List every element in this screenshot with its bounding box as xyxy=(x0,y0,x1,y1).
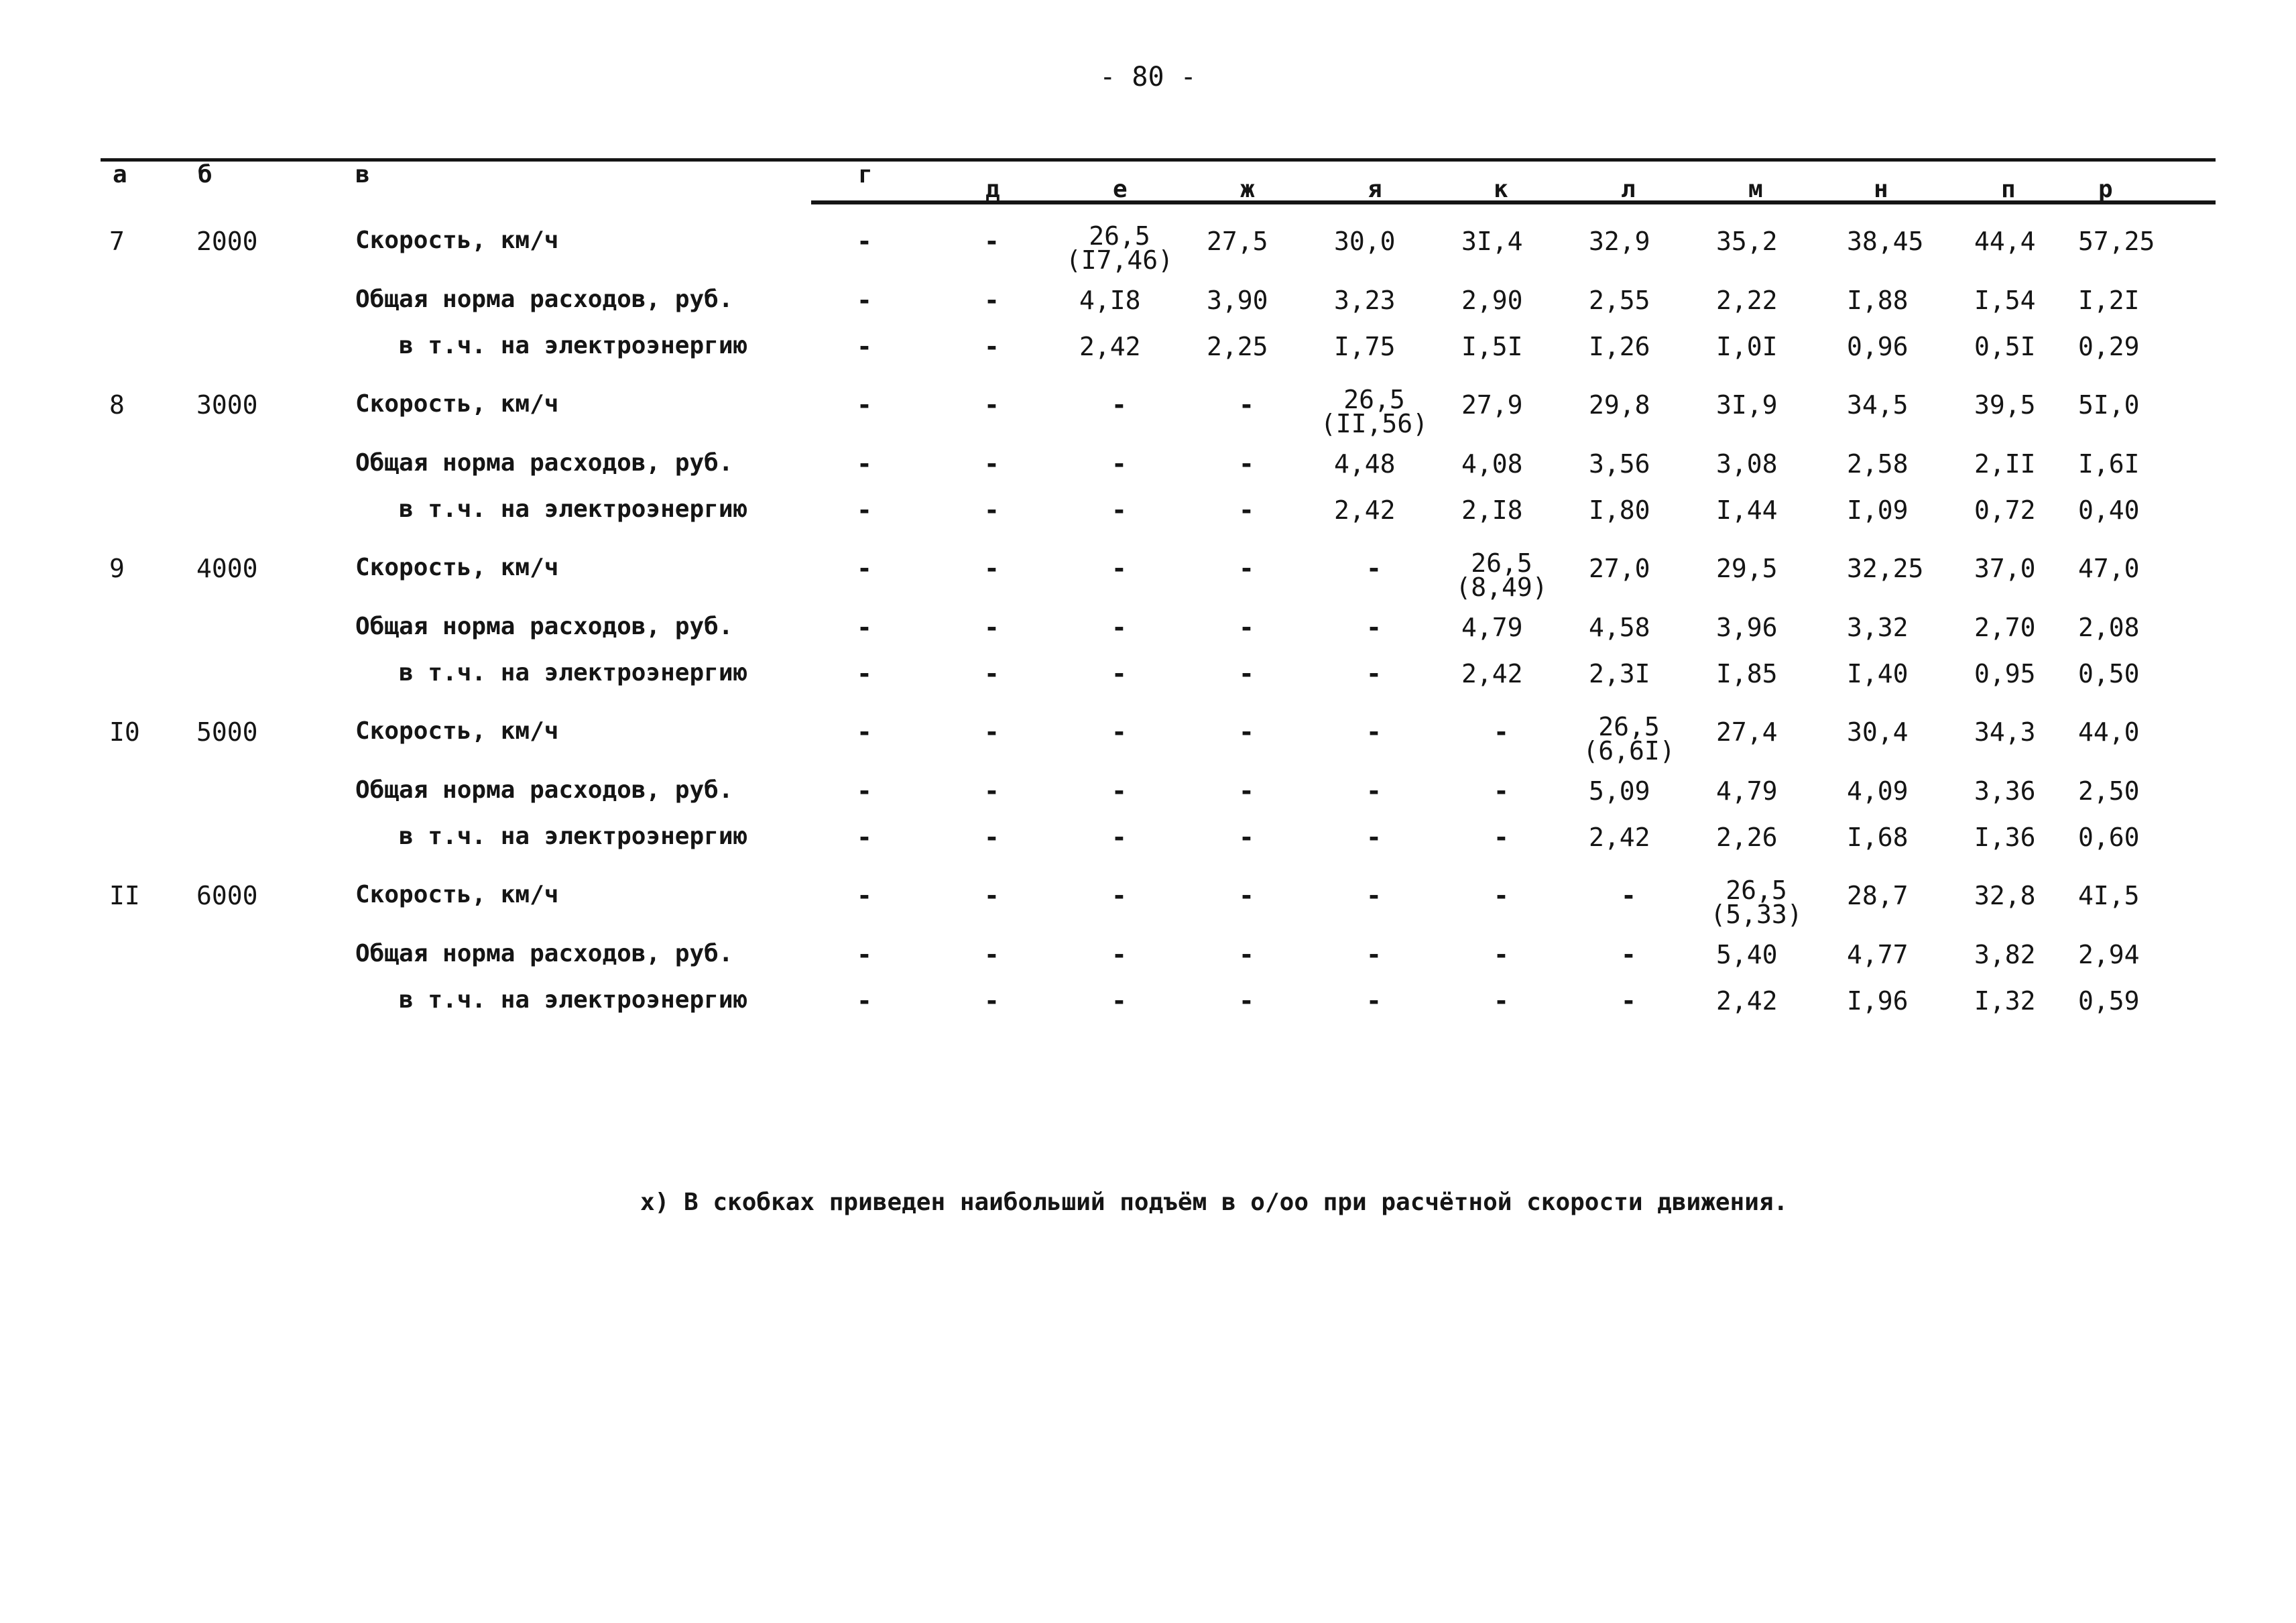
row-number: I0 xyxy=(109,717,140,747)
empty-cell-dash: - xyxy=(1366,881,1382,910)
empty-cell-dash: - xyxy=(1366,776,1382,806)
empty-cell-dash: - xyxy=(1111,986,1127,1016)
value-cell: I,68 xyxy=(1847,823,1909,852)
max-grade-value: (I7,46) xyxy=(1065,245,1174,275)
value-cell: 4,79 xyxy=(1461,613,1523,642)
column-header: в xyxy=(355,161,370,188)
row-number: 7 xyxy=(109,227,125,256)
value-cell: 4,58 xyxy=(1589,613,1650,642)
empty-cell-dash: - xyxy=(1366,659,1382,688)
empty-cell-dash: - xyxy=(1111,449,1127,479)
column-header: п xyxy=(2001,176,2016,203)
empty-cell-dash: - xyxy=(1621,986,1636,1016)
value-cell: 2,I8 xyxy=(1461,495,1523,525)
column-header: ж xyxy=(1240,176,1255,203)
max-grade-value: (6,6I) xyxy=(1583,736,1675,766)
value-cell: 2,50 xyxy=(2078,776,2140,806)
row-label: Скорость, км/ч xyxy=(355,390,559,418)
value-cell: 34,5 xyxy=(1847,390,1909,420)
row-label: Общая норма расходов, руб. xyxy=(355,776,733,804)
empty-cell-dash: - xyxy=(1239,613,1254,642)
value-cell: 2,08 xyxy=(2078,613,2140,642)
value-cell: I,6I xyxy=(2078,449,2140,479)
speed-value: 26,5 xyxy=(1598,712,1660,741)
value-cell: I,0I xyxy=(1716,332,1778,361)
row-label: Скорость, км/ч xyxy=(355,227,559,254)
empty-cell-dash: - xyxy=(984,776,1000,806)
empty-cell-dash: - xyxy=(984,449,1000,479)
speed-value: 26,5 xyxy=(1343,385,1405,414)
value-cell: 2,42 xyxy=(1461,659,1523,688)
table-top-rule xyxy=(101,158,2216,162)
value-cell: 3,90 xyxy=(1207,286,1268,315)
row-label: в т.ч. на электроэнергию xyxy=(399,659,748,686)
distance-value: 3000 xyxy=(196,390,258,420)
row-number: 8 xyxy=(109,390,125,420)
value-cell: 4,08 xyxy=(1461,449,1523,479)
column-header: г xyxy=(858,161,873,188)
value-cell: 2,22 xyxy=(1716,286,1778,315)
value-cell: 37,0 xyxy=(1974,554,2036,583)
value-cell: 2,25 xyxy=(1207,332,1268,361)
empty-cell-dash: - xyxy=(1239,881,1254,910)
empty-cell-dash: - xyxy=(1111,881,1127,910)
speed-with-grade-cell xyxy=(1683,876,1830,929)
value-cell: 34,3 xyxy=(1974,717,2036,747)
empty-cell-dash: - xyxy=(1239,940,1254,969)
value-cell: 3,82 xyxy=(1974,940,2036,969)
empty-cell-dash: - xyxy=(857,332,872,361)
empty-cell-dash: - xyxy=(984,940,1000,969)
empty-cell-dash: - xyxy=(857,823,872,852)
empty-cell-dash: - xyxy=(857,881,872,910)
row-label: в т.ч. на электроэнергию xyxy=(399,495,748,523)
value-cell: 4,09 xyxy=(1847,776,1909,806)
empty-cell-dash: - xyxy=(857,613,872,642)
empty-cell-dash: - xyxy=(1494,986,1509,1016)
distance-value: 5000 xyxy=(196,717,258,747)
value-cell: 0,29 xyxy=(2078,332,2140,361)
distance-value: 4000 xyxy=(196,554,258,583)
value-cell: 27,0 xyxy=(1589,554,1650,583)
distance-value: 6000 xyxy=(196,881,258,910)
empty-cell-dash: - xyxy=(1111,823,1127,852)
empty-cell-dash: - xyxy=(984,332,1000,361)
value-cell: 32,25 xyxy=(1847,554,1924,583)
column-header: е xyxy=(1113,176,1128,203)
value-cell: I,85 xyxy=(1716,659,1778,688)
empty-cell-dash: - xyxy=(1111,390,1127,420)
empty-cell-dash: - xyxy=(984,717,1000,747)
column-header: я xyxy=(1368,176,1382,203)
value-cell: 0,60 xyxy=(2078,823,2140,852)
value-cell: 44,0 xyxy=(2078,717,2140,747)
value-cell: 35,2 xyxy=(1716,227,1778,256)
value-cell: 3I,4 xyxy=(1461,227,1523,256)
value-cell: 3,08 xyxy=(1716,449,1778,479)
value-cell: I,36 xyxy=(1974,823,2036,852)
row-label: Скорость, км/ч xyxy=(355,881,559,908)
row-label: Скорость, км/ч xyxy=(355,717,559,745)
row-number: II xyxy=(109,881,140,910)
value-cell: 0,95 xyxy=(1974,659,2036,688)
empty-cell-dash: - xyxy=(1239,390,1254,420)
speed-with-grade-cell xyxy=(1555,712,1703,766)
empty-cell-dash: - xyxy=(1366,717,1382,747)
value-cell: 2,42 xyxy=(1079,332,1141,361)
empty-cell-dash: - xyxy=(1239,659,1254,688)
speed-with-grade-cell xyxy=(1046,221,1193,275)
value-cell: 2,58 xyxy=(1847,449,1909,479)
empty-cell-dash: - xyxy=(1366,940,1382,969)
value-cell: 27,9 xyxy=(1461,390,1523,420)
value-cell: 39,5 xyxy=(1974,390,2036,420)
column-header: р xyxy=(2098,176,2113,203)
empty-cell-dash: - xyxy=(984,390,1000,420)
empty-cell-dash: - xyxy=(1621,940,1636,969)
empty-cell-dash: - xyxy=(984,495,1000,525)
value-cell: 0,59 xyxy=(2078,986,2140,1016)
value-cell: 4,79 xyxy=(1716,776,1778,806)
row-label: Общая норма расходов, руб. xyxy=(355,286,733,313)
column-header: л xyxy=(1621,176,1636,203)
empty-cell-dash: - xyxy=(1494,940,1509,969)
value-cell: 5I,0 xyxy=(2078,390,2140,420)
value-cell: I,5I xyxy=(1461,332,1523,361)
value-cell: 47,0 xyxy=(2078,554,2140,583)
value-cell: 0,50 xyxy=(2078,659,2140,688)
column-header: н xyxy=(1874,176,1888,203)
value-cell: 2,42 xyxy=(1589,823,1650,852)
value-cell: I,80 xyxy=(1589,495,1650,525)
column-header: к xyxy=(1494,176,1508,203)
page-number: - 80 - xyxy=(1099,62,1197,93)
row-label: Общая норма расходов, руб. xyxy=(355,613,733,640)
value-cell: I,26 xyxy=(1589,332,1650,361)
footnote: x) В скобках приведен наибольший подъём в о/оо при расчётной скорости движения. xyxy=(640,1189,1789,1216)
value-cell: I,40 xyxy=(1847,659,1909,688)
value-cell: 4,I8 xyxy=(1079,286,1141,315)
value-cell: 5,40 xyxy=(1716,940,1778,969)
value-cell: 3,23 xyxy=(1334,286,1396,315)
empty-cell-dash: - xyxy=(1239,776,1254,806)
empty-cell-dash: - xyxy=(1239,823,1254,852)
empty-cell-dash: - xyxy=(984,823,1000,852)
row-label: Общая норма расходов, руб. xyxy=(355,940,733,967)
value-cell: 29,5 xyxy=(1716,554,1778,583)
value-cell: 27,5 xyxy=(1207,227,1268,256)
empty-cell-dash: - xyxy=(1366,986,1382,1016)
value-cell: 0,96 xyxy=(1847,332,1909,361)
empty-cell-dash: - xyxy=(1239,717,1254,747)
empty-cell-dash: - xyxy=(1494,823,1509,852)
value-cell: 30,0 xyxy=(1334,227,1396,256)
value-cell: 0,5I xyxy=(1974,332,2036,361)
max-grade-value: (5,33) xyxy=(1710,900,1803,929)
value-cell: I,96 xyxy=(1847,986,1909,1016)
value-cell: 2,90 xyxy=(1461,286,1523,315)
distance-value: 2000 xyxy=(196,227,258,256)
empty-cell-dash: - xyxy=(857,717,872,747)
value-cell: 3,36 xyxy=(1974,776,2036,806)
value-cell: 2,42 xyxy=(1716,986,1778,1016)
value-cell: 0,72 xyxy=(1974,495,2036,525)
empty-cell-dash: - xyxy=(984,659,1000,688)
max-grade-value: (II,56) xyxy=(1320,409,1429,438)
empty-cell-dash: - xyxy=(857,495,872,525)
value-cell: 30,4 xyxy=(1847,717,1909,747)
empty-cell-dash: - xyxy=(984,986,1000,1016)
empty-cell-dash: - xyxy=(857,776,872,806)
empty-cell-dash: - xyxy=(1621,881,1636,910)
empty-cell-dash: - xyxy=(984,286,1000,315)
empty-cell-dash: - xyxy=(857,940,872,969)
value-cell: 57,25 xyxy=(2078,227,2155,256)
column-header: б xyxy=(198,161,213,188)
column-header: д xyxy=(985,176,1000,203)
empty-cell-dash: - xyxy=(857,554,872,583)
empty-cell-dash: - xyxy=(1111,940,1127,969)
row-number: 9 xyxy=(109,554,125,583)
empty-cell-dash: - xyxy=(1111,659,1127,688)
max-grade-value: (8,49) xyxy=(1455,573,1548,602)
empty-cell-dash: - xyxy=(857,286,872,315)
empty-cell-dash: - xyxy=(1111,613,1127,642)
value-cell: 2,3I xyxy=(1589,659,1650,688)
value-cell: 3,96 xyxy=(1716,613,1778,642)
value-cell: 2,55 xyxy=(1589,286,1650,315)
speed-value: 26,5 xyxy=(1089,221,1150,251)
value-cell: 2,70 xyxy=(1974,613,2036,642)
value-cell: 38,45 xyxy=(1847,227,1924,256)
empty-cell-dash: - xyxy=(1239,986,1254,1016)
row-label: в т.ч. на электроэнергию xyxy=(399,823,748,850)
value-cell: 3I,9 xyxy=(1716,390,1778,420)
empty-cell-dash: - xyxy=(1111,495,1127,525)
value-cell: I,75 xyxy=(1334,332,1396,361)
empty-cell-dash: - xyxy=(984,554,1000,583)
value-cell: I,54 xyxy=(1974,286,2036,315)
row-label: Скорость, км/ч xyxy=(355,554,559,581)
empty-cell-dash: - xyxy=(1366,554,1382,583)
empty-cell-dash: - xyxy=(1111,717,1127,747)
empty-cell-dash: - xyxy=(1111,776,1127,806)
value-cell: 28,7 xyxy=(1847,881,1909,910)
empty-cell-dash: - xyxy=(1111,554,1127,583)
empty-cell-dash: - xyxy=(1366,613,1382,642)
row-label: в т.ч. на электроэнергию xyxy=(399,986,748,1014)
value-cell: I,2I xyxy=(2078,286,2140,315)
empty-cell-dash: - xyxy=(1366,823,1382,852)
value-cell: 4,48 xyxy=(1334,449,1396,479)
empty-cell-dash: - xyxy=(984,613,1000,642)
empty-cell-dash: - xyxy=(857,227,872,256)
value-cell: I,32 xyxy=(1974,986,2036,1016)
empty-cell-dash: - xyxy=(1239,495,1254,525)
value-cell: I,44 xyxy=(1716,495,1778,525)
empty-cell-dash: - xyxy=(1239,554,1254,583)
value-cell: 0,40 xyxy=(2078,495,2140,525)
value-cell: 29,8 xyxy=(1589,390,1650,420)
empty-cell-dash: - xyxy=(857,986,872,1016)
value-cell: 32,9 xyxy=(1589,227,1650,256)
value-cell: 27,4 xyxy=(1716,717,1778,747)
value-cell: 2,II xyxy=(1974,449,2036,479)
empty-cell-dash: - xyxy=(1239,449,1254,479)
speed-value: 26,5 xyxy=(1726,876,1787,905)
value-cell: 32,8 xyxy=(1974,881,2036,910)
empty-cell-dash: - xyxy=(1494,776,1509,806)
empty-cell-dash: - xyxy=(1494,717,1509,747)
value-cell: 5,09 xyxy=(1589,776,1650,806)
column-header: м xyxy=(1748,176,1763,203)
value-cell: I,09 xyxy=(1847,495,1909,525)
value-cell: 4I,5 xyxy=(2078,881,2140,910)
value-cell: 44,4 xyxy=(1974,227,2036,256)
row-label: Общая норма расходов, руб. xyxy=(355,449,733,477)
empty-cell-dash: - xyxy=(984,227,1000,256)
value-cell: 3,56 xyxy=(1589,449,1650,479)
row-label: в т.ч. на электроэнергию xyxy=(399,332,748,359)
empty-cell-dash: - xyxy=(1494,881,1509,910)
value-cell: 2,26 xyxy=(1716,823,1778,852)
speed-value: 26,5 xyxy=(1471,548,1532,578)
value-cell: 4,77 xyxy=(1847,940,1909,969)
value-cell: 3,32 xyxy=(1847,613,1909,642)
empty-cell-dash: - xyxy=(857,390,872,420)
empty-cell-dash: - xyxy=(857,449,872,479)
column-header: а xyxy=(113,161,127,188)
value-cell: 2,42 xyxy=(1334,495,1396,525)
speed-with-grade-cell xyxy=(1428,548,1575,602)
empty-cell-dash: - xyxy=(984,881,1000,910)
value-cell: 2,94 xyxy=(2078,940,2140,969)
speed-with-grade-cell xyxy=(1301,387,1448,436)
empty-cell-dash: - xyxy=(857,659,872,688)
value-cell: I,88 xyxy=(1847,286,1909,315)
